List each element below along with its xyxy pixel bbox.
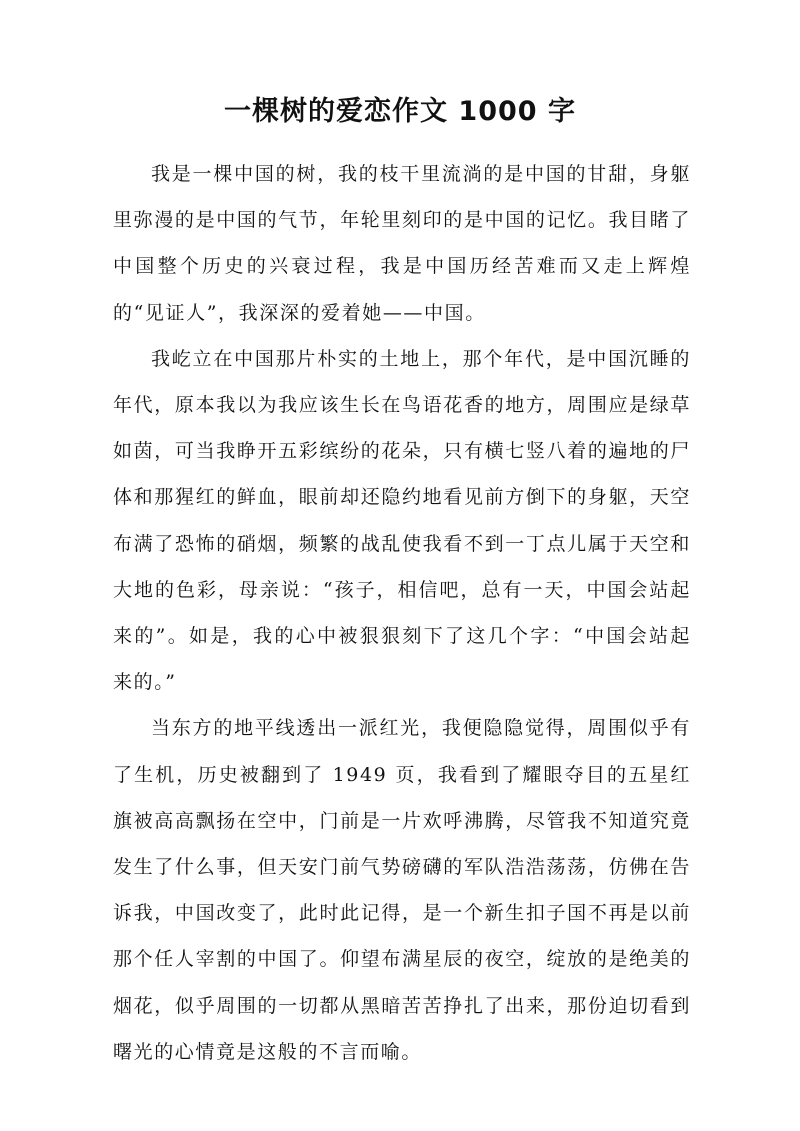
paragraph-3: 当东方的地平线透出一派红光，我便隐隐觉得，周围似乎有了生机，历史被翻到了 1949 页，我看到了耀眼夺目的五星红旗被高高飘扬在空中，门前是一片欢呼沸腾，尽管我不知道究竟发生了什么事，但天安门前气势磅礴的军队浩浩荡荡，仿佛在告诉我，中国改变了，此时此记得，是一个新生扣子国不再是以前那个任人宰割的中国了。仰望布满星辰的夜空，绽放的是绝美的烟花，似乎周围的一切都从黑暗苦苦挣扎了出来，那份迫切看到曙光的心情竟是这般的不言而喻。	[113, 717, 691, 1063]
document-body	[113, 151, 691, 1075]
paragraph-2: 我屹立在中国那片朴实的土地上，那个年代，是中国沉睡的年代，原本我以为我应该生长在鸟语花香的地方，周围应是绿草如茵，可当我睁开五彩缤纷的花朵，只有横七竖八着的遍地的尸体和那猩红的鲜血，眼前却还隐约地看见前方倒下的身躯，天空布满了恐怖的硝烟，频繁的战乱使我看不到一丁点儿属于天空和大地的色彩，母亲说：“孩子，相信吧，总有一天，中国会站起来的”。如是，我的心中被狠狠刻下了这几个字：“中国会站起来的。”	[113, 347, 691, 694]
document-title: 一棵树的爱恋作文 1000 字	[224, 96, 576, 127]
paragraph-1: 我是一棵中国的树，我的枝干里流淌的是中国的甘甜，身躯里弥漫的是中国的气节，年轮里刻印的是中国的记忆。我目睹了中国整个历史的兴衰过程，我是中国历经苦难而又走上辉煌的“见证人”，我深深的爱着她——中国。	[113, 163, 691, 324]
